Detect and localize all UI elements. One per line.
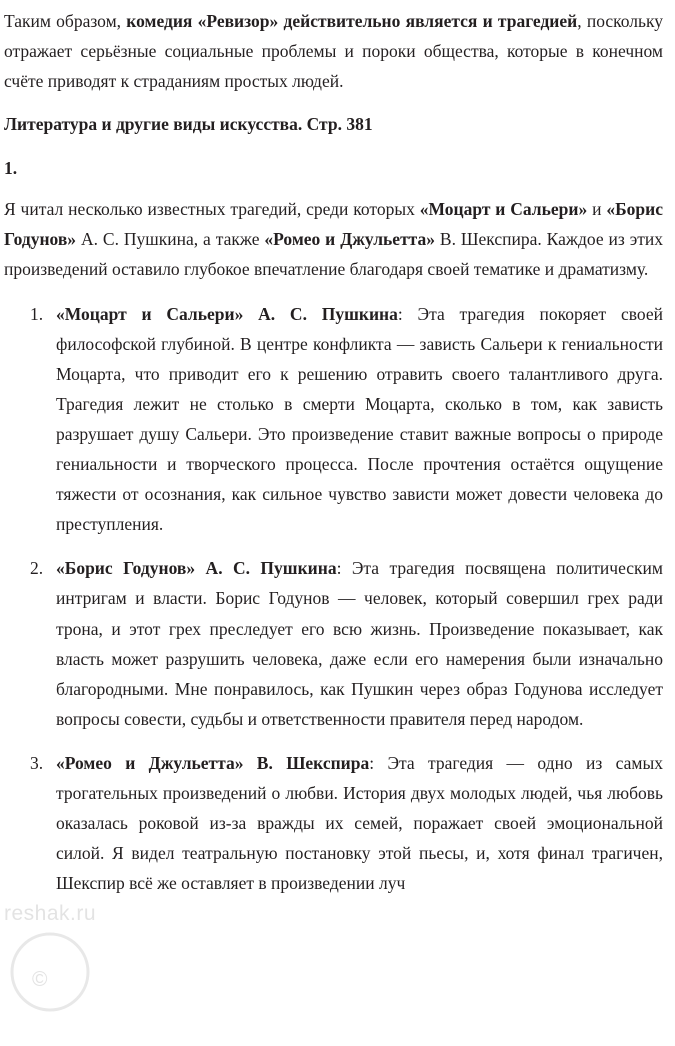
- answer-intro-part1: Я читал несколько известных трагедий, среди которых: [4, 199, 420, 220]
- list-item: [4, 553, 663, 734]
- list-item: [4, 748, 663, 898]
- answer-intro-part4: В. Шекспира. Каждое из этих произведений оставило глубокое впечатление благодаря своей тематике и драматизму.: [4, 229, 663, 280]
- intro-text-bold: комедия «Ревизор» действительно является и трагедией: [126, 11, 578, 31]
- intro-paragraph: [4, 6, 663, 96]
- list-item-title: «Борис Годунов» А. С. Пушкина: [56, 558, 337, 579]
- list-item: [4, 299, 663, 540]
- answer-intro-part3: А. С. Пушкина, а также: [76, 229, 265, 250]
- watermark-text: reshak.ru: [4, 902, 97, 925]
- answer-intro-bold3: «Ромео и Джульетта»: [264, 229, 435, 250]
- answer-intro-part2: и: [587, 199, 607, 220]
- list-item-text: : Эта трагедия посвящена политическим интригам и власти. Борис Годунов — человек, который совершил грех ради трона, и этот грех преследует его всю жизнь. Произведение показывает, как власть может разрушить человека, даже если его намерения были изначально благородными. Мне понравилось, как Пушкин через образ Годунова исследует вопросы совести, судьбы и ответственности правителя перед народом.: [56, 558, 663, 729]
- question-number: 1.: [4, 158, 18, 179]
- answer-intro-bold1: «Моцарт и Сальери»: [419, 199, 588, 220]
- intro-text-part2: , поскольку отражает серьёзные социальные проблемы и пороки общества, которые в конечном счёте приводят к страданиям простых людей.: [4, 11, 664, 92]
- list-item-text: : Эта трагедия покоряет своей философской глубиной. В центре конфликта — зависть Сальери к гениальности Моцарта, что приводит его к решению отравить своего талантливого друга. Трагедия лежит не столько в смерти Моцарта, сколько в том, как зависть разрушает душу Сальери. Это произведение ставит важные вопросы о природе гениальности и творческого процесса. После прочтения остаётся ощущение тяжести от осознания, как сильное чувство зависти может довести человека до преступления.: [56, 303, 663, 535]
- answer-intro-paragraph: [4, 194, 663, 284]
- list-item-text: : Эта трагедия — одно из самых трогательных произведений о любви. История двух молодых людей, чья любовь оказалась роковой из-за вражды их семей, поражает своей эмоциональной силой. Я видел театральную постановку этой пьесы, и, хотя финал трагичен, Шекспир всё же оставляет в произведении луч: [56, 752, 664, 894]
- intro-text-part1: Таким образом,: [4, 11, 127, 31]
- watermark: [2, 894, 152, 1024]
- list-item-title: «Ромео и Джульетта» В. Шекспира: [56, 752, 370, 773]
- watermark-monogram: ©: [32, 968, 48, 991]
- tragedy-list: [4, 299, 663, 899]
- answer-intro-bold2: «Борис Годунов»: [4, 199, 663, 250]
- section-heading: Литература и другие виды искусства. Стр. 381: [4, 114, 373, 135]
- list-item-title: «Моцарт и Сальери» А. С. Пушкина: [56, 303, 398, 324]
